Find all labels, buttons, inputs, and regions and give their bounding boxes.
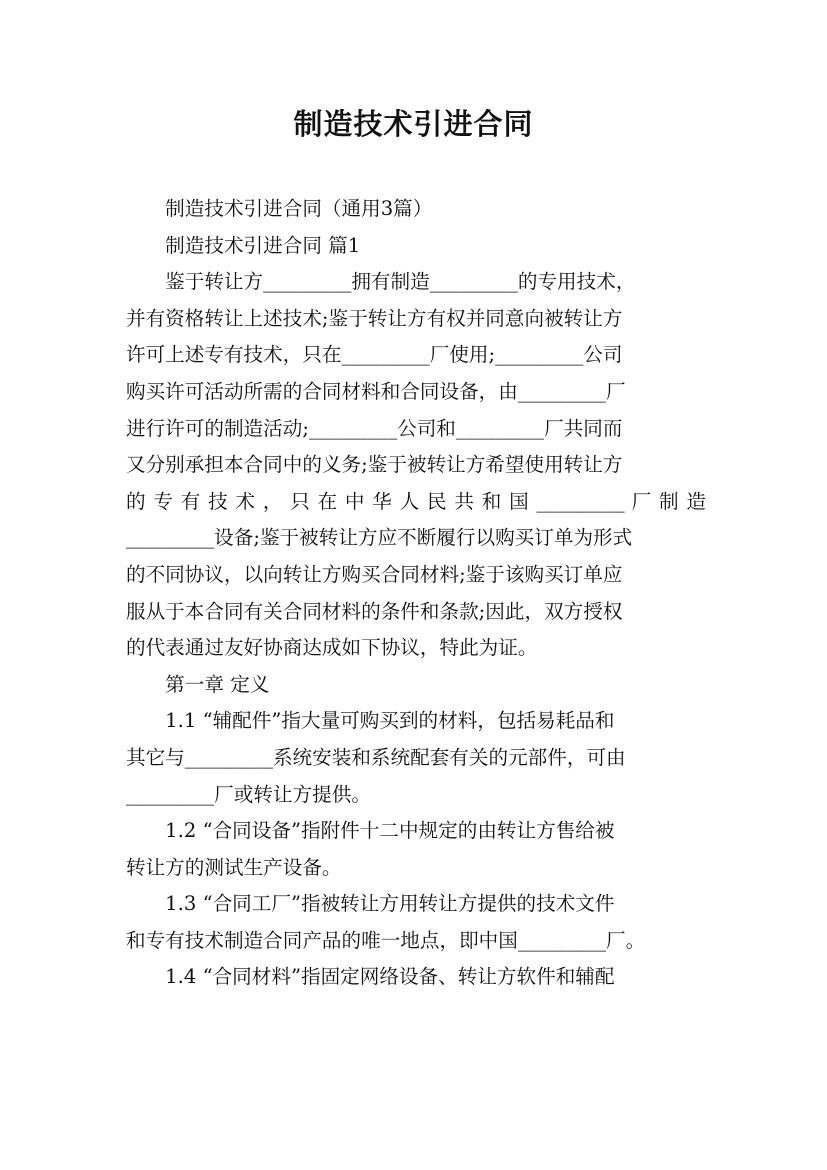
clause-line: 1.1 “辅配件”指大量可购买到的材料，包括易耗品和: [126, 709, 615, 733]
document-title: 制造技术引进合同: [293, 107, 534, 141]
paragraph-line: 又分别承担本合同中的义务;鉴于被转让方希望使用转让方: [126, 453, 623, 477]
clause-line: 1.2 “合同设备”指附件十二中规定的由转让方售给被: [126, 819, 615, 843]
section-heading: 制造技术引进合同 篇1: [126, 233, 361, 257]
chapter-heading: 第一章 定义: [126, 672, 270, 696]
paragraph-line: 并有资格转让上述技术;鉴于转让方有权并同意向被转让方: [126, 306, 623, 330]
clause-line: 和专有技术制造合同产品的唯一地点，即中国_________厂。: [126, 928, 646, 952]
document-body: [126, 191, 706, 996]
paragraph-line: 购买许可活动所需的合同材料和合同设备，由_________厂: [126, 379, 626, 403]
paragraph-line: 的不同协议，以向转让方购买合同材料;鉴于该购买订单应: [126, 562, 623, 586]
clause-line: 其它与_________系统安装和系统配套有关的元部件，可由: [126, 745, 626, 769]
paragraph-line: 进行许可的制造活动;_________公司和_________厂共同而: [126, 416, 623, 440]
clause-line: 1.4 “合同材料”指固定网络设备、转让方软件和辅配: [126, 965, 615, 989]
paragraph-line: _________设备;鉴于被转让方应不断履行以购买订单为形式: [126, 526, 633, 550]
paragraph-line: 鉴于转让方_________拥有制造_________的专用技术，: [126, 270, 636, 294]
paragraph-line: 的代表通过友好协商达成如下协议，特此为证。: [126, 636, 538, 660]
clause-line: _________厂或转让方提供。: [126, 782, 371, 806]
paragraph-line: 的 专 有 技 术 ， 只 在 中 华 人 民 共 和 国 _________ 厂 制 造: [126, 489, 706, 513]
clause-line: 1.3 “合同工厂”指被转让方用转让方提供的技术文件: [126, 892, 615, 916]
paragraph-line: 许可上述专有技术，只在_________厂使用;_________公司: [126, 343, 623, 367]
subtitle-line: 制造技术引进合同（通用3篇）: [126, 197, 433, 220]
paragraph-line: 服从于本合同有关合同材料的条件和条款;因此，双方授权: [126, 599, 623, 623]
clause-line: 转让方的测试生产设备。: [126, 855, 342, 879]
